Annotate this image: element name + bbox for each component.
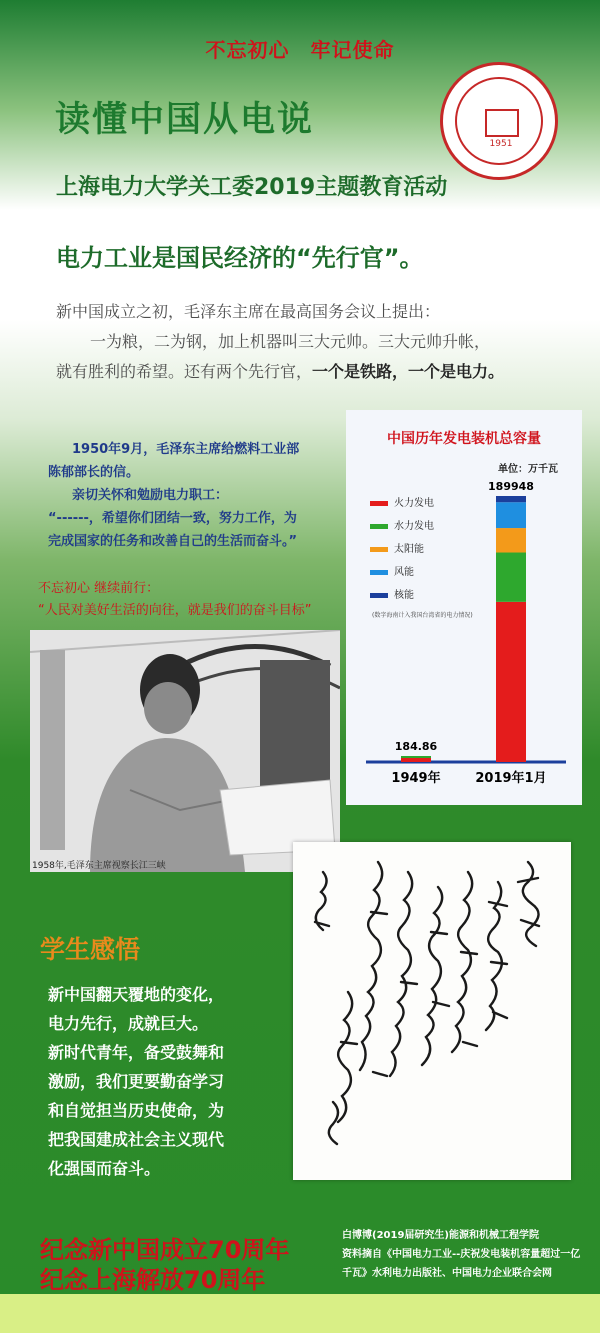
letter-note-line: 陈郁部长的信。 xyxy=(48,465,140,480)
chart-unit: 单位：万千瓦 xyxy=(498,464,558,475)
slogan: 不忘初心 牢记使命 xyxy=(205,38,395,62)
credit-author: 白博博(2019届研究生)能源和机械工程学院 xyxy=(342,1230,539,1241)
capacity-chart xyxy=(346,410,582,805)
red-note-line: 不忘初心 继续前行： xyxy=(38,581,160,596)
insight-line: 把我国建成社会主义现代 xyxy=(48,1130,225,1149)
legend-label: 水力发电 xyxy=(394,521,434,532)
seal-inner-ring xyxy=(455,77,543,165)
calligraphy-letter xyxy=(293,842,571,1180)
bar-segment-5 xyxy=(496,496,526,502)
page-title: 读懂中国从电说 xyxy=(55,100,315,140)
intro-line-1: 新中国成立之初，毛泽东主席在最高国务会议上提出： xyxy=(56,302,441,321)
seal-emblem-icon xyxy=(485,109,519,137)
intro-line-3-emphasis: 一个是铁路，一个是电力。 xyxy=(312,362,505,381)
insight-line: 和自觉担当历史使命，为 xyxy=(48,1101,225,1120)
intro-line-3-text: 就有胜利的希望。还有两个先行官， xyxy=(56,362,313,381)
bar-value-label: 184.86 xyxy=(394,740,438,753)
insight-line: 激励，我们更要勤奋学习 xyxy=(48,1072,225,1091)
seal-year: 1951 xyxy=(489,139,513,149)
insight-line: 化强国而奋斗。 xyxy=(48,1159,161,1178)
bar-segment-4 xyxy=(496,502,526,528)
insight-line: 新时代青年，备受鼓舞和 xyxy=(48,1043,225,1062)
commemoration-line-1: 纪念新中国成立70周年 xyxy=(40,1236,290,1264)
page-subtitle: 上海电力大学关工委2019主题教育活动 xyxy=(56,175,448,200)
handwritten-letter-image xyxy=(293,842,571,1180)
intro-line-3 xyxy=(56,357,576,387)
insight-text xyxy=(48,980,268,1183)
photo-caption: 1958年,毛泽东主席视察长江三峡 xyxy=(32,861,166,871)
university-seal-logo xyxy=(440,62,558,180)
chart-plot xyxy=(346,410,582,805)
letter-note xyxy=(48,438,338,553)
red-note-line: “人民对美好生活的向往，就是我们的奋斗目标” xyxy=(38,603,312,618)
letter-note-line: 完成国家的任务和改善自己的生活而奋斗。” xyxy=(48,534,298,549)
insight-line: 电力先行，成就巨大。 xyxy=(48,1014,209,1033)
red-note xyxy=(38,578,311,622)
legend-label: 太阳能 xyxy=(394,544,424,555)
bar-segment-1 xyxy=(401,758,431,762)
bar-segment-2 xyxy=(401,756,431,758)
credit-source-line-2: 千瓦》水利电力出版社、中国电力企业联合会网 xyxy=(342,1268,552,1279)
bar-segment-1 xyxy=(496,602,526,762)
historical-photo xyxy=(30,630,340,872)
letter-note-line: 1950年9月，毛泽东主席给燃料工业部 xyxy=(72,442,300,457)
chart-title: 中国历年发电装机总容量 xyxy=(387,431,541,447)
intro-line-2: 一为粮，二为钢，加上机器叫三大元帅。三大元帅升帐， xyxy=(90,332,491,351)
letter-note-line: 亲切关怀和勉励电力职工： xyxy=(72,488,229,503)
bar-segment-3 xyxy=(496,528,526,552)
photo-illustration xyxy=(30,630,340,872)
chart-note: (数字海南计入我国台湾省的电力情况) xyxy=(372,612,473,619)
intro-heading: 电力工业是国民经济的“先行官”。 xyxy=(56,244,424,272)
legend-label: 核能 xyxy=(394,590,414,601)
legend-label: 火力发电 xyxy=(394,498,434,509)
letter-note-line: “------，希望你们团结一致，努力工作，为 xyxy=(48,511,297,526)
bottom-band xyxy=(0,1294,600,1333)
credit-source-line-1: 资料摘自《中国电力工业--庆祝发电装机容量超过一亿 xyxy=(342,1249,581,1260)
commemoration-line-2: 纪念上海解放70周年 xyxy=(40,1266,266,1294)
bar-segment-2 xyxy=(496,553,526,602)
legend-label: 风能 xyxy=(394,567,414,578)
x-tick-label: 2019年1月 xyxy=(475,771,547,786)
x-tick-label: 1949年 xyxy=(391,771,441,786)
bar-value-label: 189948 xyxy=(488,480,534,493)
insight-title: 学生感悟 xyxy=(40,935,141,964)
insight-line: 新中国翻天覆地的变化， xyxy=(48,985,225,1004)
